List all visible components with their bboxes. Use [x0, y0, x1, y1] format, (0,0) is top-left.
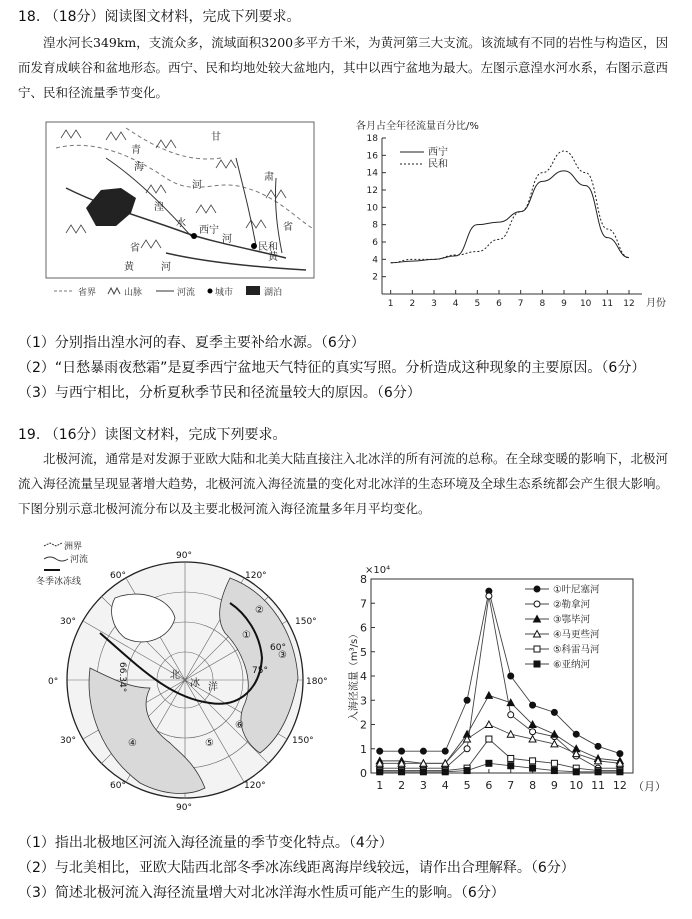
x-tick-label: 9 [550, 779, 558, 792]
x-tick-label: 4 [441, 779, 449, 792]
q19-question-2: （2）与北美相比，亚欧大陆西北部冬季冰冻线距离海岸线较远，请作出合理解释。（6分） [18, 860, 575, 876]
legend-label: ①叶尼塞河 [553, 584, 600, 596]
chart-title: 各月占全年径流量百分比/% [356, 121, 479, 132]
x-tick-label: 6 [496, 299, 502, 309]
series-line [380, 739, 620, 771]
y-tick-label: 12 [366, 186, 378, 196]
q19-paragraph: 北极河流，通常是对发源于亚欧大陆和北美大陆直接注入北冰洋的所有河流的总称。在全球变暖的影响下，北极河流入海径流量呈现显著增大趋势，北极河流入海径流量的变化对北冰洋的生态环境及全球生态系统都会产生很大影响。下图分别示意北极河流分布以及主要北极河流入海径流量多年月平均变化。 [18, 451, 669, 516]
degree-label: 120° [245, 571, 267, 581]
x-tick-label: 6 [485, 779, 493, 792]
x-tick-label: 10 [579, 299, 592, 309]
data-point [399, 769, 405, 775]
q18-question-2: （2）“日愁暴雨夜愁霜”是夏季西宁盆地天气特征的真实写照。分析造成这种现象的主要原因。（6分） [18, 360, 646, 376]
degree-label: 60° [110, 781, 126, 791]
series-line [380, 725, 620, 764]
x-tick-label: 1 [376, 779, 384, 792]
x-unit-label: （月） [633, 780, 666, 793]
legend-label: ②勒拿河 [553, 599, 591, 611]
legend-river: 河流 [70, 555, 89, 565]
data-point [530, 758, 536, 764]
data-point [534, 586, 540, 592]
x-tick-label: 10 [569, 779, 584, 792]
q18-paragraph: 湟水河长349km，支流众多，流域面积3200多平方千米，为黄河第三大支流。该流域有不同的岩性与构造区，因而发育成峡谷和盆地形态。西宁、民和均地处较大盆地内，其中以西宁盆地为最大。左图示意湟水河水系，右图示意西宁、民和径流量季节变化。 [18, 35, 669, 100]
degree-label: 90° [176, 803, 192, 813]
y-axis-title: 入海径流量（m³/s） [349, 628, 360, 722]
data-point [464, 697, 470, 703]
y-tick-label: 6 [360, 621, 367, 635]
river-label-5: ⑤ [205, 738, 214, 749]
q18-river-map [46, 118, 316, 303]
x-tick-label: 3 [431, 299, 437, 309]
data-point [551, 709, 557, 715]
map-label: 河 [192, 180, 202, 191]
data-point [486, 593, 492, 599]
data-point [508, 673, 514, 679]
data-point [377, 748, 383, 754]
y-tick-label: 1 [360, 742, 367, 756]
ocean-label: 北 [170, 670, 180, 681]
y-tick-label: 8 [372, 220, 378, 231]
legend-label: ③鄂毕河 [553, 614, 591, 626]
data-point [420, 748, 426, 754]
data-point [617, 751, 623, 757]
legend-label: ⑤科雷马河 [553, 644, 600, 656]
y-tick-label: 3 [360, 694, 367, 708]
y-tick-label: 4 [372, 255, 378, 266]
degree-label: 30° [60, 736, 76, 746]
map-label: 西宁 [199, 225, 219, 236]
y-tick-label: 0 [360, 767, 367, 780]
data-point [485, 721, 492, 728]
x-tick-label: 12 [623, 299, 635, 309]
lake-shape [86, 188, 136, 226]
degree-label: 60° [110, 571, 126, 581]
data-point [595, 743, 601, 749]
data-point [573, 769, 579, 775]
degree-label: 90° [176, 551, 192, 561]
y-tick-label: 5 [360, 645, 367, 659]
data-point [486, 736, 492, 742]
x-tick-label: 8 [529, 779, 537, 792]
river-label-3: ③ [278, 650, 287, 661]
q18-question-1: （1）分别指出湟水河的春、夏季主要补给水源。（6分） [18, 335, 365, 351]
map-label: 肃 [264, 172, 274, 183]
q19-question-3: （3）简述北极河流入海径流量增大对北冰洋海水性质可能产生的影响。（6分） [18, 885, 505, 901]
data-point [573, 731, 579, 737]
map-label: 湟 [154, 202, 164, 213]
data-point [595, 769, 601, 775]
y-tick-label: 2 [360, 718, 367, 732]
data-point [534, 661, 540, 667]
y-multiplier: ×10⁴ [365, 565, 391, 576]
x-tick-label: 2 [409, 299, 416, 309]
data-point [508, 755, 514, 761]
river-label-1: ① [242, 630, 251, 641]
y-tick-label: 7 [360, 597, 367, 611]
degree-label: 180° [306, 677, 328, 687]
river-label-2: ② [255, 605, 264, 616]
degree-label: 150° [295, 617, 317, 627]
map-label: 黄 [124, 262, 134, 273]
legend-label: ④马更些河 [553, 629, 600, 641]
data-point [530, 729, 536, 735]
legend-mountain: 山脉 [124, 288, 143, 298]
q19-arctic-map [30, 538, 340, 813]
degree-label: 66.34° [117, 662, 127, 693]
y-tick-label: 14 [366, 168, 378, 179]
q19-question-1: （1）指出北极地区河流入海径流量的季节变化特点。（4分） [18, 835, 393, 851]
y-tick-label: 4 [360, 670, 367, 683]
degree-label: 75° [252, 666, 268, 676]
data-point [617, 769, 623, 775]
legend-label: 民和 [428, 159, 448, 170]
series-line [391, 151, 629, 263]
q18-title: 18. （18分）阅读图文材料，完成下列要求。 [18, 9, 301, 25]
y-tick-label: 6 [372, 238, 378, 248]
degree-label: 150° [292, 736, 314, 746]
x-tick-label: 7 [517, 299, 524, 309]
y-tick-label: 2 [372, 272, 378, 283]
degree-label: 30° [60, 617, 76, 627]
legend-label: ⑥亚纳河 [553, 659, 591, 671]
map-label: 黄 [268, 252, 278, 263]
y-tick-label: 16 [366, 151, 378, 162]
data-point [486, 760, 492, 766]
degree-label: 0° [48, 677, 59, 687]
q19-title: 19. （16分）读图文材料，完成下列要求。 [18, 427, 287, 443]
data-point [464, 746, 470, 752]
x-tick-label: 11 [601, 299, 614, 309]
x-tick-label: 3 [419, 779, 427, 792]
y-tick-label: 8 [360, 573, 367, 586]
data-point [420, 769, 426, 775]
map-label: 甘 [211, 132, 221, 143]
data-point [530, 765, 536, 771]
x-tick-label: 12 [612, 779, 627, 792]
data-point [399, 748, 405, 754]
legend-freeze-line: 冬季冰冻线 [36, 577, 82, 587]
map-label: 海 [134, 162, 144, 173]
x-tick-label: 5 [474, 299, 481, 309]
x-tick-label: 4 [452, 299, 459, 309]
y-tick-label: 10 [366, 203, 378, 214]
legend-continent-border: 洲界 [64, 542, 83, 552]
degree-label: 60° [270, 643, 286, 653]
x-tick-label: 5 [463, 779, 471, 792]
map-label: 水 [176, 218, 186, 229]
river-label-6: ⑥ [235, 720, 244, 731]
data-point [485, 692, 492, 699]
data-point [530, 702, 536, 708]
map-label: 省 [283, 222, 293, 233]
q19-runoff-chart [335, 545, 666, 815]
q18-runoff-chart [350, 116, 670, 311]
city-xining-dot [191, 233, 197, 239]
map-label: 青 [131, 145, 141, 156]
ocean-label: 冰 [190, 678, 200, 689]
map-label: 民和 [258, 242, 278, 253]
data-point [534, 646, 540, 652]
ocean-label: 洋 [208, 682, 218, 693]
data-point [507, 731, 514, 738]
x-tick-label: 1 [387, 299, 394, 309]
map-label: 河 [222, 234, 232, 245]
legend-lake: 湖泊 [264, 288, 283, 298]
river-label-4: ④ [128, 738, 137, 749]
y-tick-label: 18 [366, 134, 378, 144]
data-point [508, 712, 514, 718]
data-point [551, 760, 557, 766]
legend-city: 城市 [215, 288, 234, 298]
legend-river: 河流 [177, 288, 196, 298]
data-point [551, 731, 558, 738]
data-point [508, 763, 514, 769]
data-point [377, 769, 383, 775]
x-tick-label: 7 [507, 779, 515, 792]
map-label: 河 [161, 262, 171, 273]
x-tick-label: 2 [398, 779, 406, 792]
data-point [534, 601, 540, 607]
data-point [551, 768, 557, 774]
legend-province: 省界 [78, 288, 97, 298]
data-point [442, 769, 448, 775]
x-tick-label: 8 [539, 299, 546, 309]
map-label: 省 [130, 243, 140, 254]
x-unit-label: 月份 [646, 298, 666, 309]
data-point [442, 748, 448, 754]
data-point [464, 768, 470, 774]
q18-question-3: （3）与西宁相比，分析夏秋季节民和径流量较大的原因。（6分） [18, 385, 421, 401]
x-tick-label: 11 [591, 779, 606, 792]
degree-label: 120° [244, 781, 266, 791]
legend-label: 西宁 [428, 147, 448, 158]
x-tick-label: 9 [561, 299, 567, 309]
city-minhe-dot [251, 243, 257, 249]
